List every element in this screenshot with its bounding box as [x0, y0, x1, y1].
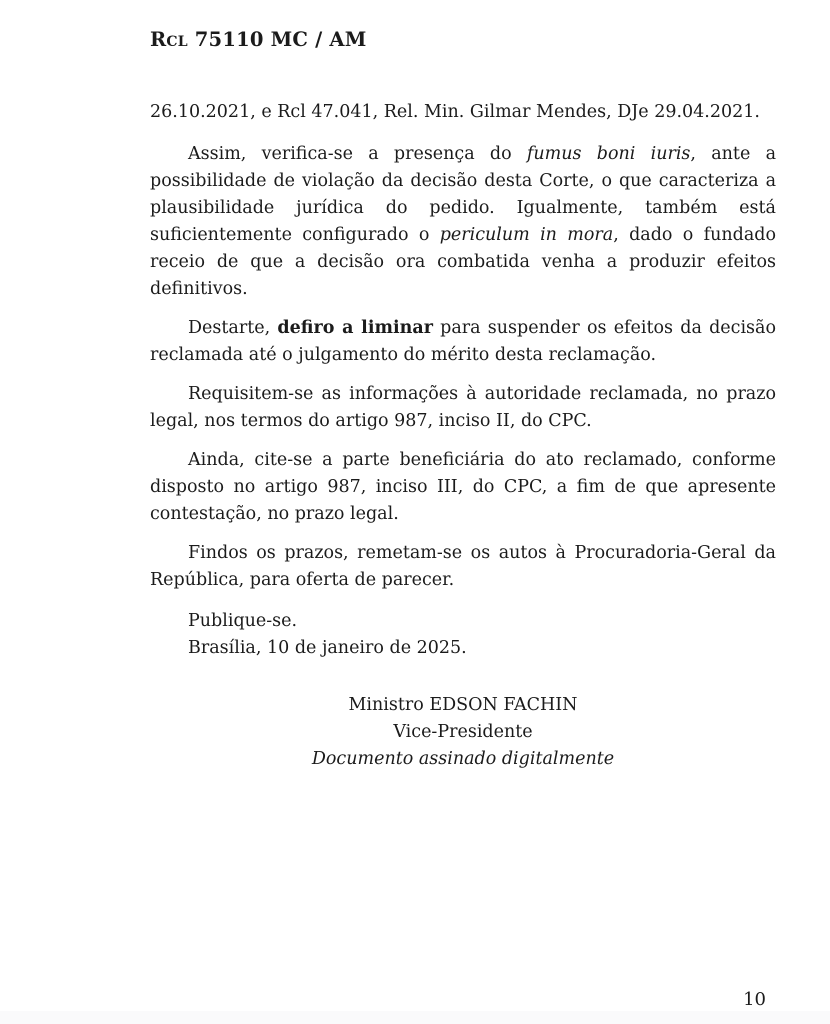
paragraph-text: Assim, verifica-se a presença do	[188, 144, 527, 164]
paragraph-text: Destarte,	[188, 318, 278, 338]
paragraph-requisitem-informacoes: Requisitem-se as informações à autoridade reclamada, no prazo legal, nos termos do artigo 987, inciso II, do CPC.	[150, 384, 776, 431]
paragraph-continuation: 26.10.2021, e Rcl 47.041, Rel. Min. Gilmar Mendes, DJe 29.04.2021.	[150, 102, 760, 122]
document-body	[150, 99, 776, 773]
signature-minister-name: Ministro EDSON FACHIN	[348, 695, 578, 715]
closing-block	[150, 608, 776, 662]
closing-publique-se: Publique-se.	[188, 611, 298, 631]
signature-role: Vice-Presidente	[393, 722, 533, 742]
case-header: Rcl 75110 MC / AM	[150, 28, 367, 51]
latin-term-periculum-in-mora: periculum in mora	[439, 225, 614, 245]
paragraph-text: , dado o fundado receio de que a decisão ora combatida venha a produzir efeitos definitivos.	[150, 225, 777, 299]
paragraph-findos-prazos: Findos os prazos, remetam-se os autos à Procuradoria-Geral da República, para oferta de parecer.	[150, 543, 776, 590]
paragraph-ainda-cite-se: Ainda, cite-se a parte beneficiária do ato reclamado, conforme disposto no artigo 987, inciso III, do CPC, a fim de que apresente contestação, no prazo legal.	[150, 450, 776, 524]
paragraph-text: , ante a possibilidade de violação da decisão desta Corte, o que caracteriza a plausibilidade jurídica do pedido. Igualmente, também está suficientemente configurado o	[150, 144, 777, 245]
closing-date-place: Brasília, 10 de janeiro de 2025.	[188, 638, 467, 658]
page-number: 10	[743, 989, 766, 1010]
paragraph-fumus-boni-iuris	[150, 141, 776, 303]
page-bottom-edge	[0, 1011, 830, 1024]
digital-signature-note: Documento assinado digitalmente	[311, 749, 615, 769]
paragraph-destarte-liminar	[150, 315, 776, 369]
latin-term-fumus-boni-iuris: fumus boni iuris	[526, 144, 691, 164]
decision-emphasis-defiro-a-liminar: defiro a liminar	[277, 318, 433, 338]
paragraph-text: para suspender os efeitos da decisão reclamada até o julgamento do mérito desta reclamação.	[150, 318, 776, 365]
signature-block	[150, 692, 776, 773]
document-content	[150, 28, 776, 773]
